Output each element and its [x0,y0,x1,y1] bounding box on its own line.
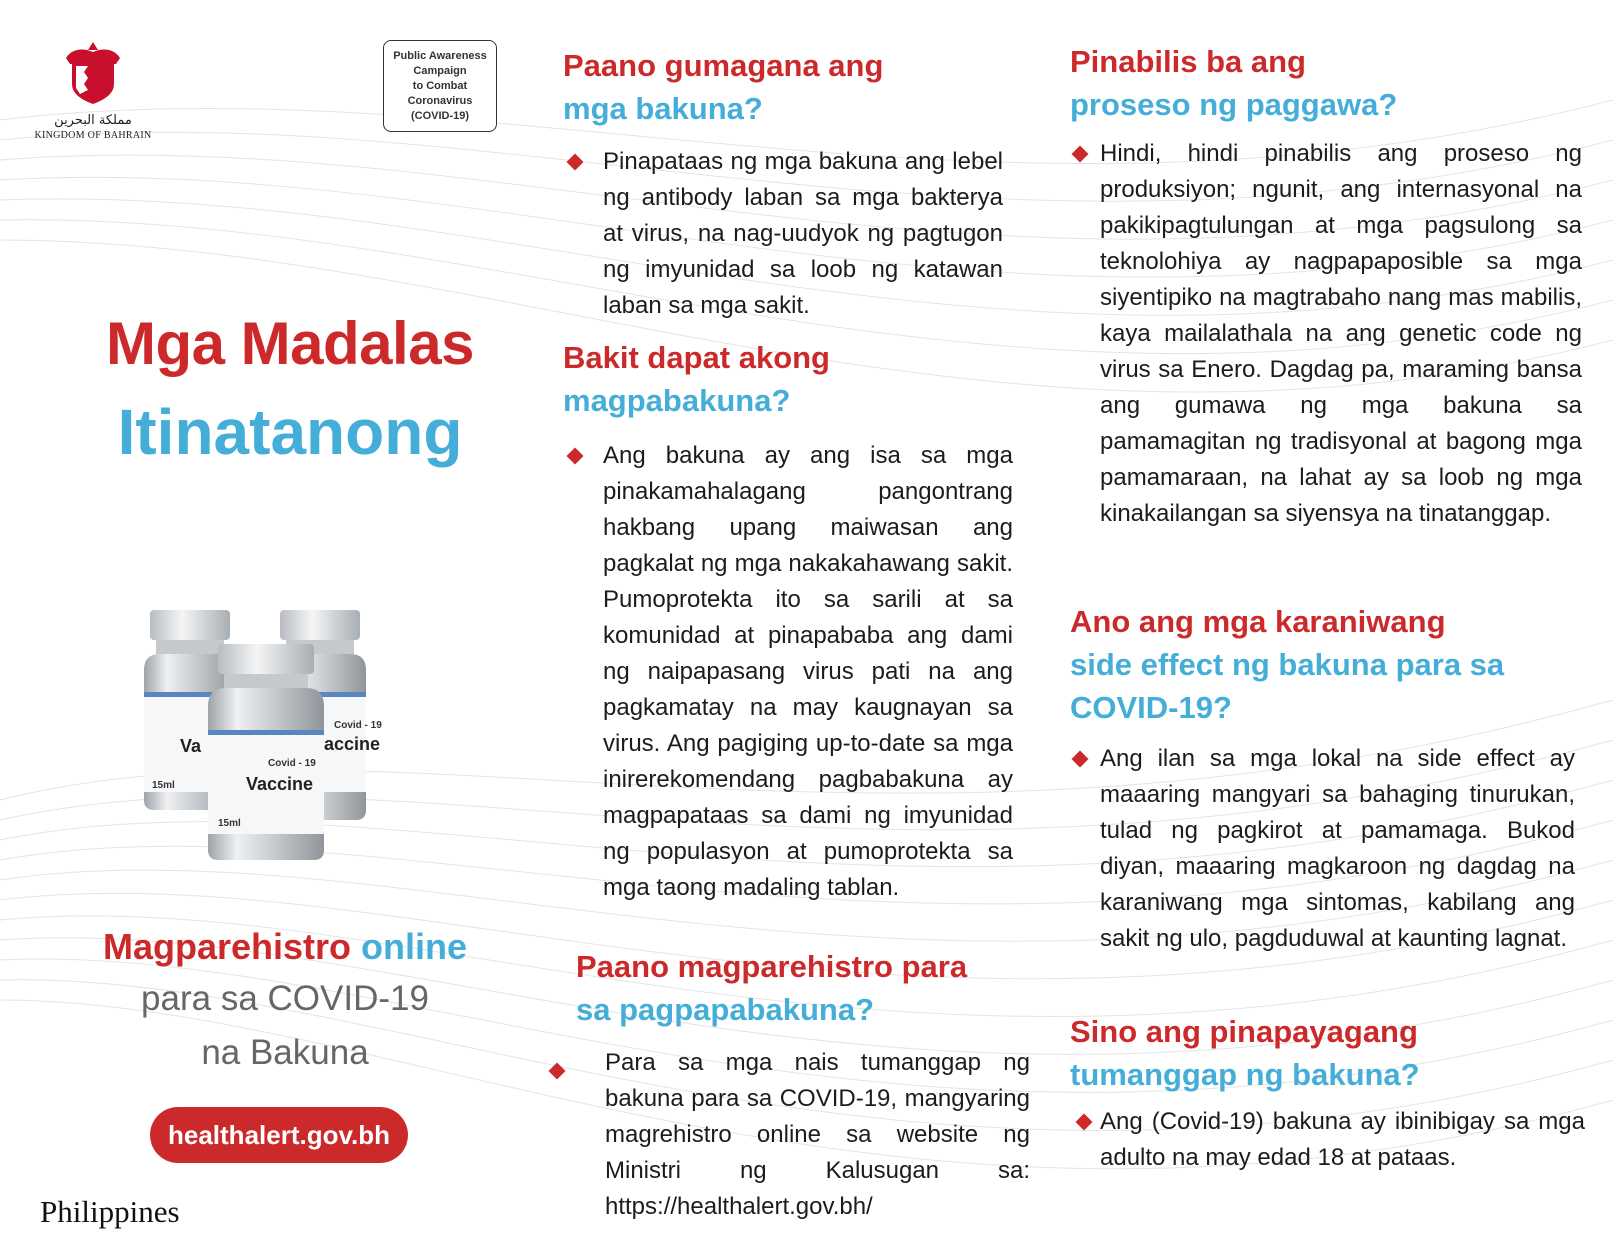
register-heading-part1: Magparehistro [102,926,352,967]
faq-question-red: Paano gumagana ang [563,48,884,83]
diamond-bullet-icon [1072,751,1089,768]
faq-answer-text: Ang (Covid-19) bakuna ay ibinibigay sa mga adulto na may edad 18 at pataas. [1100,1108,1585,1171]
faq-answer [1070,136,1582,532]
vial-front-brand: Covid - 19 [268,758,316,769]
faq-question [1070,600,1575,729]
faq-answer-text: Para sa mga nais tumanggap ng bakuna para sa COVID-19, mangyaring magrehistro online sa website ng Ministri ng Kalusugan sa: https://healthalert.gov.bh/ [605,1049,1030,1220]
faq-item [545,945,1030,1225]
faq-item [563,336,1013,906]
faq-question-blue: sa pagpapabakuna? [576,992,875,1027]
faq-item [1070,1010,1585,1176]
page-title [60,300,520,476]
faq-question [1070,1010,1585,1096]
vial-left-volume: 15ml [152,780,175,791]
vial-front-label: Vaccine [246,774,314,794]
faq-question-blue: COVID-19? [1070,690,1232,725]
diamond-bullet-icon [1072,146,1089,163]
register-line2: para sa COVID-19 [141,979,429,1018]
faq-question-red: Paano magparehistro para [576,949,968,984]
faq-answer-text: Ang bakuna ay ang isa sa mga pinakamahalagang pangontrang hakbang upang maiwasan ang pagkalat ng mga nakakahawang sakit. Pumoprotekta ito sa sarili at sa komunidad at pinapababa ang dami ng naipapasang virus pati na ang pagkamatay na may kaugnayan sa virus. Ang pagiging up-to-date sa mga inirerekomendang pagbabakuna ay magpapataas sa dami ng imyunidad ng populasyon at pumoprotekta sa mga taong madaling tablan. [603,442,1013,901]
campaign-line: Coronavirus [407,94,473,107]
faq-question [563,44,1003,130]
campaign-line: Campaign [413,64,467,77]
logo-caption: KINGDOM OF BAHRAIN [34,130,152,141]
faq-question-blue: proseso ng paggawa? [1070,87,1398,122]
country-label: Philippines [40,1194,180,1229]
vaccine-vials-illustration [130,600,430,890]
faq-item [563,44,1003,324]
faq-question [563,336,1013,422]
faq-question-red: Ano ang mga karaniwang [1070,604,1446,639]
diamond-bullet-icon [1076,1114,1093,1131]
faq-answer-text: Hindi, hindi pinabilis ang proseso ng produksiyon; ngunit, ang internasyonal na pakikipagtulungan at mga pagsulong sa teknolohiya ay nagpapaposible sa mga siyentipiko na magtrabaho nang mas mabilis, kaya mailalathala na ang genetic code ng virus sa Enero. Dagdag pa, maraming bansa ang gumawa ng mga bakuna sa pamamagitan ng tradisyonal at bagong mga pamamaraan, na lahat ay sa loob ng mga kinakailangan sa siyensya na tinatanggap. [1100,140,1582,527]
vial-left-label: Va [180,736,202,756]
campaign-line: Public Awareness [393,49,487,62]
faq-answer [563,144,1003,324]
faq-question-blue: magpabakuna? [563,383,791,418]
faq-question [1070,40,1582,126]
vial-front [208,644,324,860]
campaign-line: to Combat [412,79,468,92]
campaign-badge [383,40,497,132]
faq-question-red: Sino ang pinapayagang [1070,1014,1418,1049]
faq-question-red: Bakit dapat akong [563,340,830,375]
register-heading [40,922,530,972]
faq-question-blue: side effect ng bakuna para sa [1070,647,1505,682]
faq-question-blue: mga bakuna? [563,91,763,126]
faq-item [1070,600,1575,957]
vial-right-brand: Covid - 19 [334,720,382,731]
faq-answer-text: Pinapataas ng mga bakuna ang lebel ng antibody laban sa mga bakterya at virus, na nag-uudyok ng pagtugon ng imyunidad sa loob ng katawan laban sa mga sakit. [603,148,1003,319]
campaign-line: (COVID-19) [410,109,470,122]
vial-front-volume: 15ml [218,818,241,829]
diamond-bullet-icon [549,1063,566,1080]
faq-answer [545,1045,1030,1225]
bahrain-crest-icon [58,38,128,106]
diamond-bullet-icon [567,448,584,465]
kingdom-of-bahrain-logo [28,38,158,141]
faq-answer [1070,1104,1585,1176]
register-heading-part2: online [361,926,468,967]
faq-answer-text: Ang ilan sa mga lokal na side effect ay maaaring mangyari sa bahaging tinurukan, tulad ng pagkirot at pamamaga. Bukod diyan, maaaring magkaroon ng dagdag na karaniwang mga sintomas, kabilang ang sakit ng ulo, pagduduwal at kaunting lagnat. [1100,745,1575,952]
logo-arabic-text: مملكة البحرين [54,113,132,128]
faq-question-blue: tumanggap ng bakuna? [1070,1057,1420,1092]
faq-answer [1070,741,1575,957]
faq-answer [563,438,1013,906]
faq-item [1070,40,1582,532]
healthalert-link[interactable]: healthalert.gov.bh [150,1107,408,1163]
faq-question [545,945,1030,1031]
faq-question-red: Pinabilis ba ang [1070,44,1306,79]
vial-right-label: accine [324,734,381,754]
register-cta [40,922,530,1080]
page-title-line2: Itinatanong [117,396,463,468]
register-line3: na Bakuna [201,1033,369,1072]
page-title-line1: Mga Madalas [106,310,474,377]
diamond-bullet-icon [567,154,584,171]
